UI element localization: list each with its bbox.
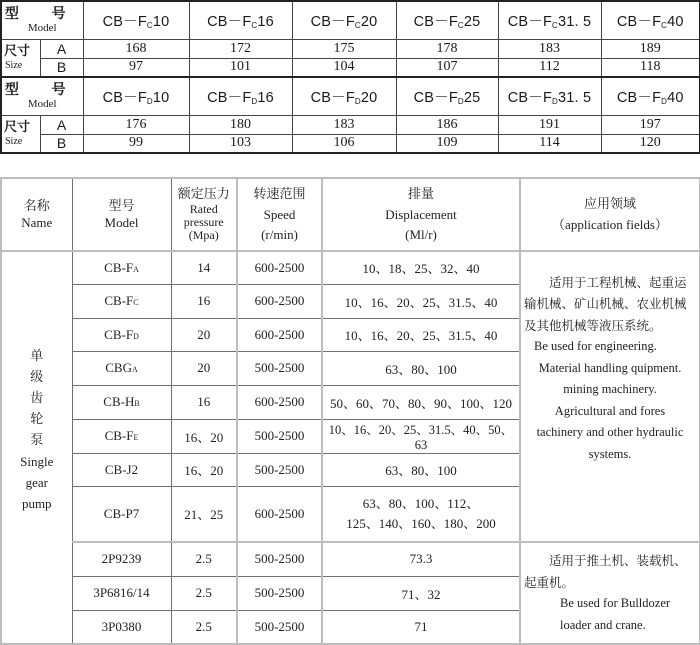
speed-cell: 600-2500: [237, 385, 322, 419]
fd-a-value: 191: [498, 115, 601, 134]
product-table-wrap: [0, 177, 700, 645]
fc-model-25: $CB-F_C25$: [396, 1, 498, 39]
application-2-zh: 适用于推土机、装载机、起重机。: [524, 553, 687, 590]
row-label-a: A: [40, 39, 83, 58]
displacement-cell: 10、16、20、25、31.5、40、50、63: [322, 419, 520, 453]
model-label-zh: 型 号: [4, 82, 80, 99]
fd-a-value: 176: [83, 115, 189, 134]
displacement-cell: 71、32: [322, 576, 520, 610]
fc-a-value: 168: [83, 39, 189, 58]
row-label-b: B: [40, 134, 83, 153]
fd-model-20: $CB-F_D20$: [292, 77, 396, 115]
fd-b-value: 103: [189, 134, 292, 153]
model-label-en: Model: [27, 98, 57, 111]
pressure-cell: 2.5: [171, 610, 237, 644]
model-cell: CBGA: [72, 351, 171, 385]
model-cell: CB-P7: [72, 486, 171, 542]
header-application: 应用领域 （application fields）: [520, 178, 700, 251]
speed-cell: 600-2500: [237, 318, 322, 351]
header-name: 名称 Name: [1, 178, 72, 251]
fd-b-value: 99: [83, 134, 189, 153]
displacement-cell: 63、80、100、112、 125、140、160、180、200: [322, 486, 520, 542]
header-row: [1, 178, 700, 251]
fd-model-row: [1, 77, 700, 115]
fc-b-value: 101: [189, 58, 292, 77]
product-table: [0, 177, 700, 645]
fc-a-value: 183: [498, 39, 601, 58]
row-label-b: B: [40, 58, 83, 77]
fc-b-value: 107: [396, 58, 498, 77]
fc-row-a: [1, 39, 700, 58]
pressure-cell: 16、20: [171, 453, 237, 486]
dimension-tables: [0, 0, 700, 154]
table-row: [1, 251, 700, 284]
header-displacement: 排量 Displacement (Ml/r): [322, 178, 520, 251]
size-label-zh: 尺寸: [4, 43, 31, 59]
fc-b-value: 104: [292, 58, 396, 77]
pressure-cell: 14: [171, 251, 237, 284]
fd-b-value: 106: [292, 134, 396, 153]
speed-cell: 500-2500: [237, 453, 322, 486]
header-speed: 转速范围 Speed (r/min): [237, 178, 322, 251]
fc-model-40: $CB-F_C40$: [601, 1, 700, 39]
fd-model-40: $CB-F_D40$: [601, 77, 700, 115]
fd-row-a: [1, 115, 700, 134]
table-row: [1, 542, 700, 576]
model-cell: 2P9239: [72, 542, 171, 576]
displacement-cell: 71: [322, 610, 520, 644]
displacement-cell: 63、80、100: [322, 453, 520, 486]
speed-cell: 600-2500: [237, 486, 322, 542]
speed-cell: 500-2500: [237, 610, 322, 644]
model-cell: CB-FE: [72, 419, 171, 453]
fc-a-value: 189: [601, 39, 700, 58]
fc-model-row: [1, 1, 700, 39]
displacement-cell: 50、60、70、80、90、100、120: [322, 385, 520, 419]
size-label-en: Size: [5, 135, 23, 147]
size-label-cell: [1, 115, 40, 153]
application-1-zh: 适用于工程机械、起重运输机械、矿山机械、农业机械及其他机械等液压系统。: [524, 274, 687, 333]
speed-cell: 500-2500: [237, 351, 322, 385]
pressure-cell: 20: [171, 318, 237, 351]
pressure-cell: 16、20: [171, 419, 237, 453]
fc-model-31-5: $CB-F_C31$. 5: [498, 1, 601, 39]
fd-model-10: $CB-F_D10$: [83, 77, 189, 115]
model-cell: CB-HB: [72, 385, 171, 419]
model-cell: CB-FC: [72, 284, 171, 318]
group-name-cell: 单 级 齿 轮 泵 Single gear pump: [1, 251, 72, 644]
speed-cell: 500-2500: [237, 542, 322, 576]
model-cell: CB-FD: [72, 318, 171, 351]
application-cell-2: 适用于推土机、装载机、起重机。 Be used for Bulldozer loader and crane.: [520, 542, 700, 644]
model-cell: CB-FA: [72, 251, 171, 284]
model-cell: 3P6816/14: [72, 576, 171, 610]
speed-cell: 500-2500: [237, 419, 322, 453]
model-label-zh: 型 号: [4, 6, 80, 23]
displacement-cell: 10、16、20、25、31.5、40: [322, 284, 520, 318]
application-cell-1: 适用于工程机械、起重运输机械、矿山机械、农业机械及其他机械等液压系统。 Be used for engineering. Material handling quipment. mining machinery. Agricultural and fores tachinery and other hydraulic systems.: [520, 251, 700, 542]
dimension-table: [0, 0, 700, 154]
speed-cell: 600-2500: [237, 251, 322, 284]
size-label-zh: 尺寸: [4, 119, 31, 135]
fd-a-value: 180: [189, 115, 292, 134]
fd-model-31-5: $CB-F_D31$. 5: [498, 77, 601, 115]
speed-cell: 500-2500: [237, 576, 322, 610]
fd-row-b: [1, 134, 700, 153]
fc-model-10: $CB-F_C10$: [83, 1, 189, 39]
fd-b-value: 109: [396, 134, 498, 153]
pressure-cell: 2.5: [171, 576, 237, 610]
pressure-cell: 21、25: [171, 486, 237, 542]
fc-a-value: 178: [396, 39, 498, 58]
fc-model-20: $CB-F_C20$: [292, 1, 396, 39]
model-cell: 3P0380: [72, 610, 171, 644]
fd-model-16: $CB-F_D16$: [189, 77, 292, 115]
displacement-cell: 63、80、100: [322, 351, 520, 385]
speed-cell: 600-2500: [237, 284, 322, 318]
fc-b-value: 112: [498, 58, 601, 77]
model-label-en: Model: [27, 22, 57, 35]
fc-b-value: 97: [83, 58, 189, 77]
model-label-cell: [1, 1, 83, 39]
fd-a-value: 183: [292, 115, 396, 134]
fd-a-value: 197: [601, 115, 700, 134]
header-pressure: 额定压力 Rated pressure (Mpa): [171, 178, 237, 251]
fc-a-value: 175: [292, 39, 396, 58]
fd-b-value: 120: [601, 134, 700, 153]
size-label-en: Size: [5, 59, 23, 71]
pressure-cell: 2.5: [171, 542, 237, 576]
displacement-cell: 73.3: [322, 542, 520, 576]
fd-b-value: 114: [498, 134, 601, 153]
pressure-cell: 16: [171, 284, 237, 318]
fd-a-value: 186: [396, 115, 498, 134]
displacement-cell: 10、18、25、32、40: [322, 251, 520, 284]
displacement-cell: 10、16、20、25、31.5、40: [322, 318, 520, 351]
model-label-cell: [1, 77, 83, 115]
pressure-cell: 16: [171, 385, 237, 419]
fd-model-25: $CB-F_D25$: [396, 77, 498, 115]
row-label-a: A: [40, 115, 83, 134]
size-label-cell: [1, 39, 40, 77]
fc-a-value: 172: [189, 39, 292, 58]
header-model: 型号 Model: [72, 178, 171, 251]
model-cell: CB-J2: [72, 453, 171, 486]
pressure-cell: 20: [171, 351, 237, 385]
fc-model-16: $CB-F_C16$: [189, 1, 292, 39]
fc-row-b: [1, 58, 700, 77]
fc-b-value: 118: [601, 58, 700, 77]
